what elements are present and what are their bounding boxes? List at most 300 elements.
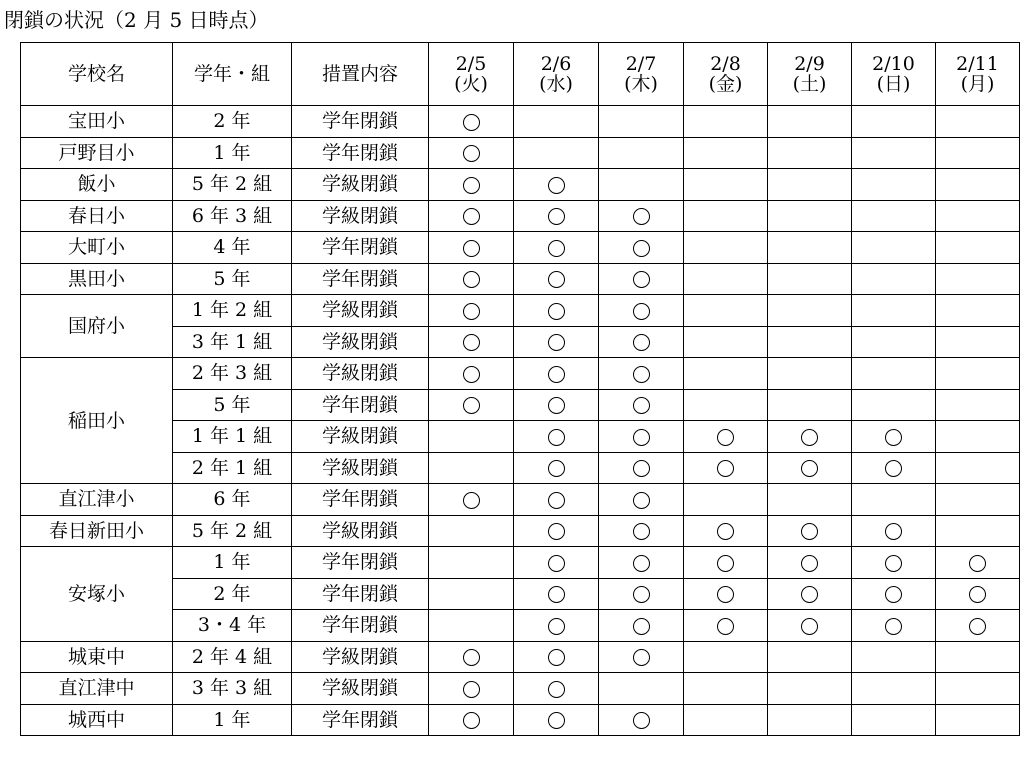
- date-status-cell: [768, 673, 852, 705]
- date-status-cell: [852, 200, 936, 232]
- school-name-cell: 大町小: [21, 232, 173, 264]
- school-name-cell: 戸野目小: [21, 137, 173, 169]
- header-date-label: 2/9: [794, 53, 825, 75]
- closed-circle-mark: [717, 460, 734, 477]
- header-date: [514, 43, 599, 106]
- closed-circle-mark: [885, 555, 902, 572]
- date-status-cell: [684, 421, 768, 453]
- closed-circle-mark: [633, 271, 650, 288]
- date-status-cell: [684, 137, 768, 169]
- closed-circle-mark: [463, 712, 480, 729]
- date-status-cell: [514, 326, 599, 358]
- date-status-cell: [684, 295, 768, 327]
- header-measure: 措置内容: [292, 43, 429, 106]
- table-body: [21, 106, 1020, 736]
- date-status-cell: [514, 515, 599, 547]
- measure-cell: 学年閉鎖: [292, 232, 429, 264]
- date-status-cell: [514, 610, 599, 642]
- date-status-cell: [852, 358, 936, 390]
- table-row: [21, 106, 1020, 138]
- date-status-cell: [768, 547, 852, 579]
- header-weekday-label: (月): [960, 73, 995, 95]
- date-status-cell: [768, 263, 852, 295]
- date-status-cell: [936, 263, 1020, 295]
- date-status-cell: [936, 484, 1020, 516]
- date-status-cell: [514, 484, 599, 516]
- date-status-cell: [599, 200, 684, 232]
- grade-class-cell: 1 年 2 組: [173, 295, 292, 327]
- date-status-cell: [599, 704, 684, 736]
- date-status-cell: [599, 484, 684, 516]
- school-name-cell: 直江津中: [21, 673, 173, 705]
- closed-circle-mark: [717, 586, 734, 603]
- school-name-cell: 国府小: [21, 295, 173, 358]
- date-status-cell: [429, 326, 514, 358]
- date-status-cell: [514, 295, 599, 327]
- date-status-cell: [684, 326, 768, 358]
- date-status-cell: [514, 358, 599, 390]
- date-status-cell: [936, 578, 1020, 610]
- school-name-cell: 稲田小: [21, 358, 173, 484]
- measure-cell: 学級閉鎖: [292, 421, 429, 453]
- header-date-label: 2/10: [872, 53, 915, 75]
- date-status-cell: [684, 232, 768, 264]
- date-status-cell: [936, 326, 1020, 358]
- header-grade-class: 学年・組: [173, 43, 292, 106]
- date-status-cell: [852, 452, 936, 484]
- date-status-cell: [514, 578, 599, 610]
- grade-class-cell: 1 年: [173, 547, 292, 579]
- date-status-cell: [852, 673, 936, 705]
- date-status-cell: [936, 704, 1020, 736]
- closed-circle-mark: [548, 618, 565, 635]
- date-status-cell: [936, 169, 1020, 201]
- closed-circle-mark: [969, 586, 986, 603]
- closed-circle-mark: [548, 492, 565, 509]
- school-name-cell: 安塚小: [21, 547, 173, 642]
- date-status-cell: [599, 641, 684, 673]
- table-row: [21, 515, 1020, 547]
- date-status-cell: [514, 232, 599, 264]
- grade-class-cell: 5 年 2 組: [173, 515, 292, 547]
- grade-class-cell: 2 年: [173, 106, 292, 138]
- date-status-cell: [936, 673, 1020, 705]
- date-status-cell: [684, 515, 768, 547]
- measure-cell: 学級閉鎖: [292, 673, 429, 705]
- closed-circle-mark: [463, 681, 480, 698]
- date-status-cell: [429, 610, 514, 642]
- date-status-cell: [684, 484, 768, 516]
- date-status-cell: [768, 232, 852, 264]
- closed-circle-mark: [801, 523, 818, 540]
- date-status-cell: [429, 389, 514, 421]
- closed-circle-mark: [633, 240, 650, 257]
- closed-circle-mark: [633, 523, 650, 540]
- school-name-cell: 飯小: [21, 169, 173, 201]
- header-date-label: 2/8: [710, 53, 741, 75]
- closed-circle-mark: [633, 586, 650, 603]
- header-weekday-label: (火): [454, 73, 488, 95]
- measure-cell: 学年閉鎖: [292, 704, 429, 736]
- table-row: [21, 295, 1020, 327]
- date-status-cell: [768, 452, 852, 484]
- date-status-cell: [514, 106, 599, 138]
- closed-circle-mark: [801, 460, 818, 477]
- date-status-cell: [599, 610, 684, 642]
- header-date: [599, 43, 684, 106]
- date-status-cell: [852, 263, 936, 295]
- date-status-cell: [429, 641, 514, 673]
- date-status-cell: [768, 106, 852, 138]
- header-weekday-label: (木): [624, 73, 658, 95]
- closed-circle-mark: [548, 240, 565, 257]
- date-status-cell: [429, 515, 514, 547]
- date-status-cell: [852, 578, 936, 610]
- date-status-cell: [684, 169, 768, 201]
- measure-cell: 学年閉鎖: [292, 389, 429, 421]
- closed-circle-mark: [463, 303, 480, 320]
- date-status-cell: [768, 610, 852, 642]
- date-status-cell: [429, 547, 514, 579]
- date-status-cell: [768, 641, 852, 673]
- grade-class-cell: 1 年: [173, 137, 292, 169]
- date-status-cell: [936, 106, 1020, 138]
- date-status-cell: [768, 515, 852, 547]
- header-date: [684, 43, 768, 106]
- closed-circle-mark: [885, 460, 902, 477]
- date-status-cell: [684, 200, 768, 232]
- closed-circle-mark: [463, 208, 480, 225]
- date-status-cell: [599, 232, 684, 264]
- closed-circle-mark: [633, 460, 650, 477]
- date-status-cell: [599, 673, 684, 705]
- date-status-cell: [429, 263, 514, 295]
- date-status-cell: [514, 421, 599, 453]
- date-status-cell: [514, 452, 599, 484]
- grade-class-cell: 6 年 3 組: [173, 200, 292, 232]
- grade-class-cell: 5 年: [173, 263, 292, 295]
- date-status-cell: [768, 200, 852, 232]
- header-weekday-label: (日): [876, 73, 911, 95]
- date-status-cell: [514, 200, 599, 232]
- date-status-cell: [852, 484, 936, 516]
- date-status-cell: [684, 673, 768, 705]
- date-status-cell: [429, 704, 514, 736]
- date-status-cell: [429, 137, 514, 169]
- closed-circle-mark: [548, 523, 565, 540]
- date-status-cell: [429, 673, 514, 705]
- date-status-cell: [599, 169, 684, 201]
- date-status-cell: [599, 106, 684, 138]
- school-name-cell: 宝田小: [21, 106, 173, 138]
- closed-circle-mark: [548, 271, 565, 288]
- date-status-cell: [936, 610, 1020, 642]
- closed-circle-mark: [633, 649, 650, 666]
- closed-circle-mark: [463, 114, 480, 131]
- closed-circle-mark: [801, 618, 818, 635]
- table-row: [21, 673, 1020, 705]
- date-status-cell: [768, 358, 852, 390]
- measure-cell: 学級閉鎖: [292, 326, 429, 358]
- date-status-cell: [768, 484, 852, 516]
- closed-circle-mark: [633, 366, 650, 383]
- date-status-cell: [852, 169, 936, 201]
- closed-circle-mark: [633, 429, 650, 446]
- date-status-cell: [852, 137, 936, 169]
- date-status-cell: [852, 515, 936, 547]
- date-status-cell: [429, 106, 514, 138]
- closed-circle-mark: [633, 334, 650, 351]
- date-status-cell: [429, 200, 514, 232]
- date-status-cell: [684, 263, 768, 295]
- date-status-cell: [852, 106, 936, 138]
- closed-circle-mark: [463, 334, 480, 351]
- date-status-cell: [684, 106, 768, 138]
- date-status-cell: [768, 578, 852, 610]
- school-name-cell: 春日新田小: [21, 515, 173, 547]
- header-date-label: 2/5: [455, 53, 487, 75]
- date-status-cell: [768, 169, 852, 201]
- grade-class-cell: 5 年 2 組: [173, 169, 292, 201]
- measure-cell: 学年閉鎖: [292, 547, 429, 579]
- date-status-cell: [936, 547, 1020, 579]
- date-status-cell: [599, 389, 684, 421]
- date-status-cell: [768, 295, 852, 327]
- header-date-label: 2/6: [540, 53, 572, 75]
- school-name-cell: 城東中: [21, 641, 173, 673]
- closed-circle-mark: [548, 586, 565, 603]
- date-status-cell: [852, 421, 936, 453]
- closed-circle-mark: [548, 460, 565, 477]
- grade-class-cell: 2 年 4 組: [173, 641, 292, 673]
- header-weekday-label: (水): [539, 73, 573, 95]
- date-status-cell: [599, 358, 684, 390]
- grade-class-cell: 3 年 3 組: [173, 673, 292, 705]
- date-status-cell: [684, 641, 768, 673]
- table-row: [21, 641, 1020, 673]
- closed-circle-mark: [717, 618, 734, 635]
- measure-cell: 学級閉鎖: [292, 452, 429, 484]
- date-status-cell: [514, 704, 599, 736]
- date-status-cell: [599, 295, 684, 327]
- grade-class-cell: 1 年 1 組: [173, 421, 292, 453]
- closed-circle-mark: [801, 586, 818, 603]
- closed-circle-mark: [633, 397, 650, 414]
- closed-circle-mark: [885, 586, 902, 603]
- measure-cell: 学級閉鎖: [292, 641, 429, 673]
- header-date: [852, 43, 936, 106]
- grade-class-cell: 5 年: [173, 389, 292, 421]
- grade-class-cell: 1 年: [173, 704, 292, 736]
- measure-cell: 学年閉鎖: [292, 263, 429, 295]
- header-date-label: 2/7: [625, 53, 657, 75]
- closed-circle-mark: [717, 429, 734, 446]
- date-status-cell: [852, 704, 936, 736]
- table-row: [21, 169, 1020, 201]
- date-status-cell: [429, 421, 514, 453]
- closed-circle-mark: [633, 492, 650, 509]
- measure-cell: 学級閉鎖: [292, 169, 429, 201]
- date-status-cell: [599, 547, 684, 579]
- header-school: 学校名: [21, 43, 173, 106]
- closed-circle-mark: [717, 555, 734, 572]
- grade-class-cell: 2 年 1 組: [173, 452, 292, 484]
- date-status-cell: [429, 358, 514, 390]
- closed-circle-mark: [885, 523, 902, 540]
- date-status-cell: [429, 452, 514, 484]
- date-status-cell: [599, 515, 684, 547]
- closed-circle-mark: [548, 681, 565, 698]
- date-status-cell: [768, 421, 852, 453]
- date-status-cell: [684, 452, 768, 484]
- date-status-cell: [429, 484, 514, 516]
- closed-circle-mark: [463, 397, 480, 414]
- table-row: [21, 358, 1020, 390]
- measure-cell: 学級閉鎖: [292, 358, 429, 390]
- date-status-cell: [936, 200, 1020, 232]
- header-weekday-label: (土): [792, 73, 827, 95]
- date-status-cell: [429, 578, 514, 610]
- date-status-cell: [768, 326, 852, 358]
- measure-cell: 学級閉鎖: [292, 295, 429, 327]
- date-status-cell: [936, 137, 1020, 169]
- table-row: [21, 263, 1020, 295]
- closed-circle-mark: [463, 366, 480, 383]
- date-status-cell: [429, 295, 514, 327]
- closed-circle-mark: [633, 208, 650, 225]
- closed-circle-mark: [548, 303, 565, 320]
- header-row: [21, 43, 1020, 106]
- measure-cell: 学年閉鎖: [292, 137, 429, 169]
- school-name-cell: 城西中: [21, 704, 173, 736]
- closed-circle-mark: [548, 649, 565, 666]
- measure-cell: 学年閉鎖: [292, 484, 429, 516]
- date-status-cell: [852, 326, 936, 358]
- closed-circle-mark: [548, 334, 565, 351]
- date-status-cell: [936, 295, 1020, 327]
- closed-circle-mark: [463, 240, 480, 257]
- date-status-cell: [684, 389, 768, 421]
- closed-circle-mark: [801, 555, 818, 572]
- closed-circle-mark: [548, 712, 565, 729]
- closed-circle-mark: [885, 429, 902, 446]
- date-status-cell: [684, 704, 768, 736]
- closed-circle-mark: [633, 303, 650, 320]
- closed-circle-mark: [463, 271, 480, 288]
- closed-circle-mark: [801, 429, 818, 446]
- date-status-cell: [684, 610, 768, 642]
- table-row: [21, 232, 1020, 264]
- closed-circle-mark: [463, 177, 480, 194]
- table-row: [21, 137, 1020, 169]
- date-status-cell: [514, 673, 599, 705]
- grade-class-cell: 4 年: [173, 232, 292, 264]
- date-status-cell: [768, 137, 852, 169]
- date-status-cell: [514, 137, 599, 169]
- date-status-cell: [936, 515, 1020, 547]
- date-status-cell: [768, 389, 852, 421]
- date-status-cell: [514, 641, 599, 673]
- grade-class-cell: 6 年: [173, 484, 292, 516]
- date-status-cell: [684, 547, 768, 579]
- date-status-cell: [852, 610, 936, 642]
- date-status-cell: [768, 704, 852, 736]
- measure-cell: 学年閉鎖: [292, 578, 429, 610]
- closed-circle-mark: [548, 397, 565, 414]
- header-date: [936, 43, 1020, 106]
- grade-class-cell: 3 年 1 組: [173, 326, 292, 358]
- closed-circle-mark: [633, 555, 650, 572]
- school-name-cell: 直江津小: [21, 484, 173, 516]
- closed-circle-mark: [463, 145, 480, 162]
- date-status-cell: [599, 452, 684, 484]
- grade-class-cell: 2 年 3 組: [173, 358, 292, 390]
- table-row: [21, 200, 1020, 232]
- closed-circle-mark: [548, 366, 565, 383]
- document-title: 閉鎖の状況（2 月 5 日時点）: [4, 8, 269, 32]
- closure-status-table: [20, 42, 1020, 736]
- date-status-cell: [429, 232, 514, 264]
- table-row: [21, 704, 1020, 736]
- grade-class-cell: 2 年: [173, 578, 292, 610]
- date-status-cell: [936, 358, 1020, 390]
- date-status-cell: [514, 263, 599, 295]
- table-row: [21, 484, 1020, 516]
- date-status-cell: [936, 641, 1020, 673]
- date-status-cell: [852, 641, 936, 673]
- school-name-cell: 黒田小: [21, 263, 173, 295]
- closed-circle-mark: [717, 523, 734, 540]
- school-name-cell: 春日小: [21, 200, 173, 232]
- date-status-cell: [936, 232, 1020, 264]
- closed-circle-mark: [969, 555, 986, 572]
- date-status-cell: [936, 452, 1020, 484]
- measure-cell: 学年閉鎖: [292, 610, 429, 642]
- date-status-cell: [852, 389, 936, 421]
- closed-circle-mark: [548, 555, 565, 572]
- header-date: [429, 43, 514, 106]
- date-status-cell: [936, 389, 1020, 421]
- date-status-cell: [599, 578, 684, 610]
- date-status-cell: [852, 232, 936, 264]
- date-status-cell: [684, 358, 768, 390]
- header-date: [768, 43, 852, 106]
- closed-circle-mark: [548, 429, 565, 446]
- closed-circle-mark: [885, 618, 902, 635]
- closed-circle-mark: [633, 618, 650, 635]
- date-status-cell: [514, 547, 599, 579]
- measure-cell: 学年閉鎖: [292, 106, 429, 138]
- measure-cell: 学級閉鎖: [292, 200, 429, 232]
- closed-circle-mark: [548, 177, 565, 194]
- date-status-cell: [684, 578, 768, 610]
- closed-circle-mark: [969, 618, 986, 635]
- date-status-cell: [599, 263, 684, 295]
- date-status-cell: [936, 421, 1020, 453]
- table-row: [21, 547, 1020, 579]
- date-status-cell: [599, 421, 684, 453]
- date-status-cell: [852, 547, 936, 579]
- date-status-cell: [429, 169, 514, 201]
- measure-cell: 学級閉鎖: [292, 515, 429, 547]
- date-status-cell: [599, 326, 684, 358]
- date-status-cell: [514, 169, 599, 201]
- closed-circle-mark: [463, 649, 480, 666]
- closed-circle-mark: [463, 492, 480, 509]
- date-status-cell: [599, 137, 684, 169]
- header-weekday-label: (金): [708, 73, 743, 95]
- closed-circle-mark: [633, 712, 650, 729]
